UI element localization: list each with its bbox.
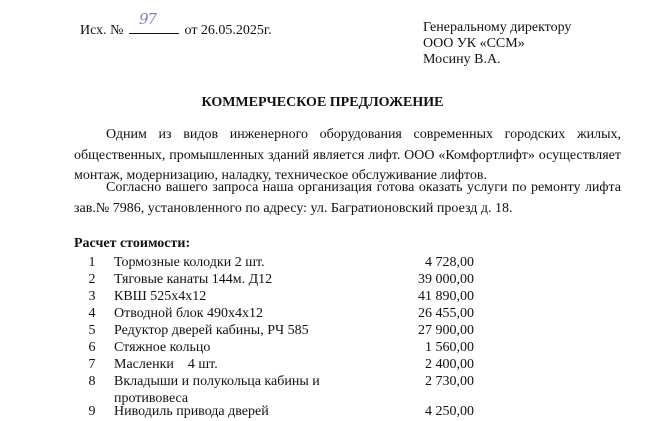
row-number: 6 bbox=[88, 340, 96, 355]
cost-row bbox=[74, 289, 494, 306]
row-item: Отводной блок 490х4х12 bbox=[114, 306, 264, 321]
cost-row bbox=[74, 357, 494, 374]
row-number: 5 bbox=[88, 323, 96, 338]
row-number: 3 bbox=[88, 289, 96, 304]
paragraph-request: Согласно вашего запроса наша организация готова оказать услуги по ремонту лифта зав.№ 7986, установленного по адресу: ул. Багратионовский проезд д. 18. bbox=[74, 180, 621, 216]
row-number: 2 bbox=[88, 272, 96, 287]
row-item: Масленки 4 шт. bbox=[114, 357, 218, 372]
document-title: КОММЕРЧЕСКОЕ ПРЕДЛОЖЕНИЕ bbox=[201, 95, 444, 110]
row-number: 8 bbox=[88, 374, 96, 389]
ref-prefix: Исх. № bbox=[80, 23, 124, 38]
recipient-line-3: Мосину В.А. bbox=[423, 52, 501, 67]
cost-row bbox=[74, 404, 494, 421]
row-number: 7 bbox=[88, 357, 96, 372]
cost-row bbox=[74, 374, 494, 408]
cost-heading: Расчет стоимости: bbox=[74, 236, 191, 251]
row-item: Вкладыши и полукольца кабины и противовеса bbox=[114, 374, 320, 406]
row-item: Тормозные колодки 2 шт. bbox=[114, 255, 265, 270]
paragraph-intro: Одним из видов инженерного оборудования современных городских жилых, общественных, промышленных зданий является лифт. ООО «Комфортлифт» осуществляет монтаж, модернизацию, наладку, техническое обслуживание лифтов. bbox=[74, 127, 621, 183]
row-number: 4 bbox=[88, 306, 96, 321]
cost-row bbox=[74, 340, 494, 357]
handwritten-ref-number: 97 bbox=[139, 10, 157, 28]
row-item: Тяговые канаты 144м. Д12 bbox=[114, 272, 273, 287]
row-price: 41 890,00 bbox=[418, 289, 474, 304]
row-item: Редуктор дверей кабины, РЧ 585 bbox=[114, 323, 309, 338]
row-price: 39 000,00 bbox=[418, 272, 474, 287]
ref-number-field bbox=[129, 10, 179, 34]
row-number: 1 bbox=[88, 255, 96, 270]
row-number: 9 bbox=[88, 404, 96, 419]
row-item: Стяжное кольцо bbox=[114, 340, 211, 355]
cost-row bbox=[74, 323, 494, 340]
outgoing-reference bbox=[80, 10, 272, 39]
cost-row bbox=[74, 272, 494, 289]
row-price: 2 400,00 bbox=[425, 357, 474, 372]
recipient-line-1: Генеральному директору bbox=[423, 20, 572, 35]
row-item: Ниводиль привода дверей bbox=[114, 404, 269, 419]
cost-row bbox=[74, 306, 494, 323]
row-price: 1 560,00 bbox=[425, 340, 474, 355]
row-item: КВШ 525х4х12 bbox=[114, 289, 207, 304]
row-price: 26 455,00 bbox=[418, 306, 474, 321]
row-price: 2 730,00 bbox=[425, 374, 474, 389]
cost-row bbox=[74, 255, 494, 272]
row-price: 27 900,00 bbox=[418, 323, 474, 338]
row-price: 4 728,00 bbox=[425, 255, 474, 270]
ref-date: от 26.05.2025г. bbox=[184, 23, 272, 38]
recipient-line-2: ООО УК «ССМ» bbox=[423, 36, 525, 51]
row-price: 4 250,00 bbox=[425, 404, 474, 419]
